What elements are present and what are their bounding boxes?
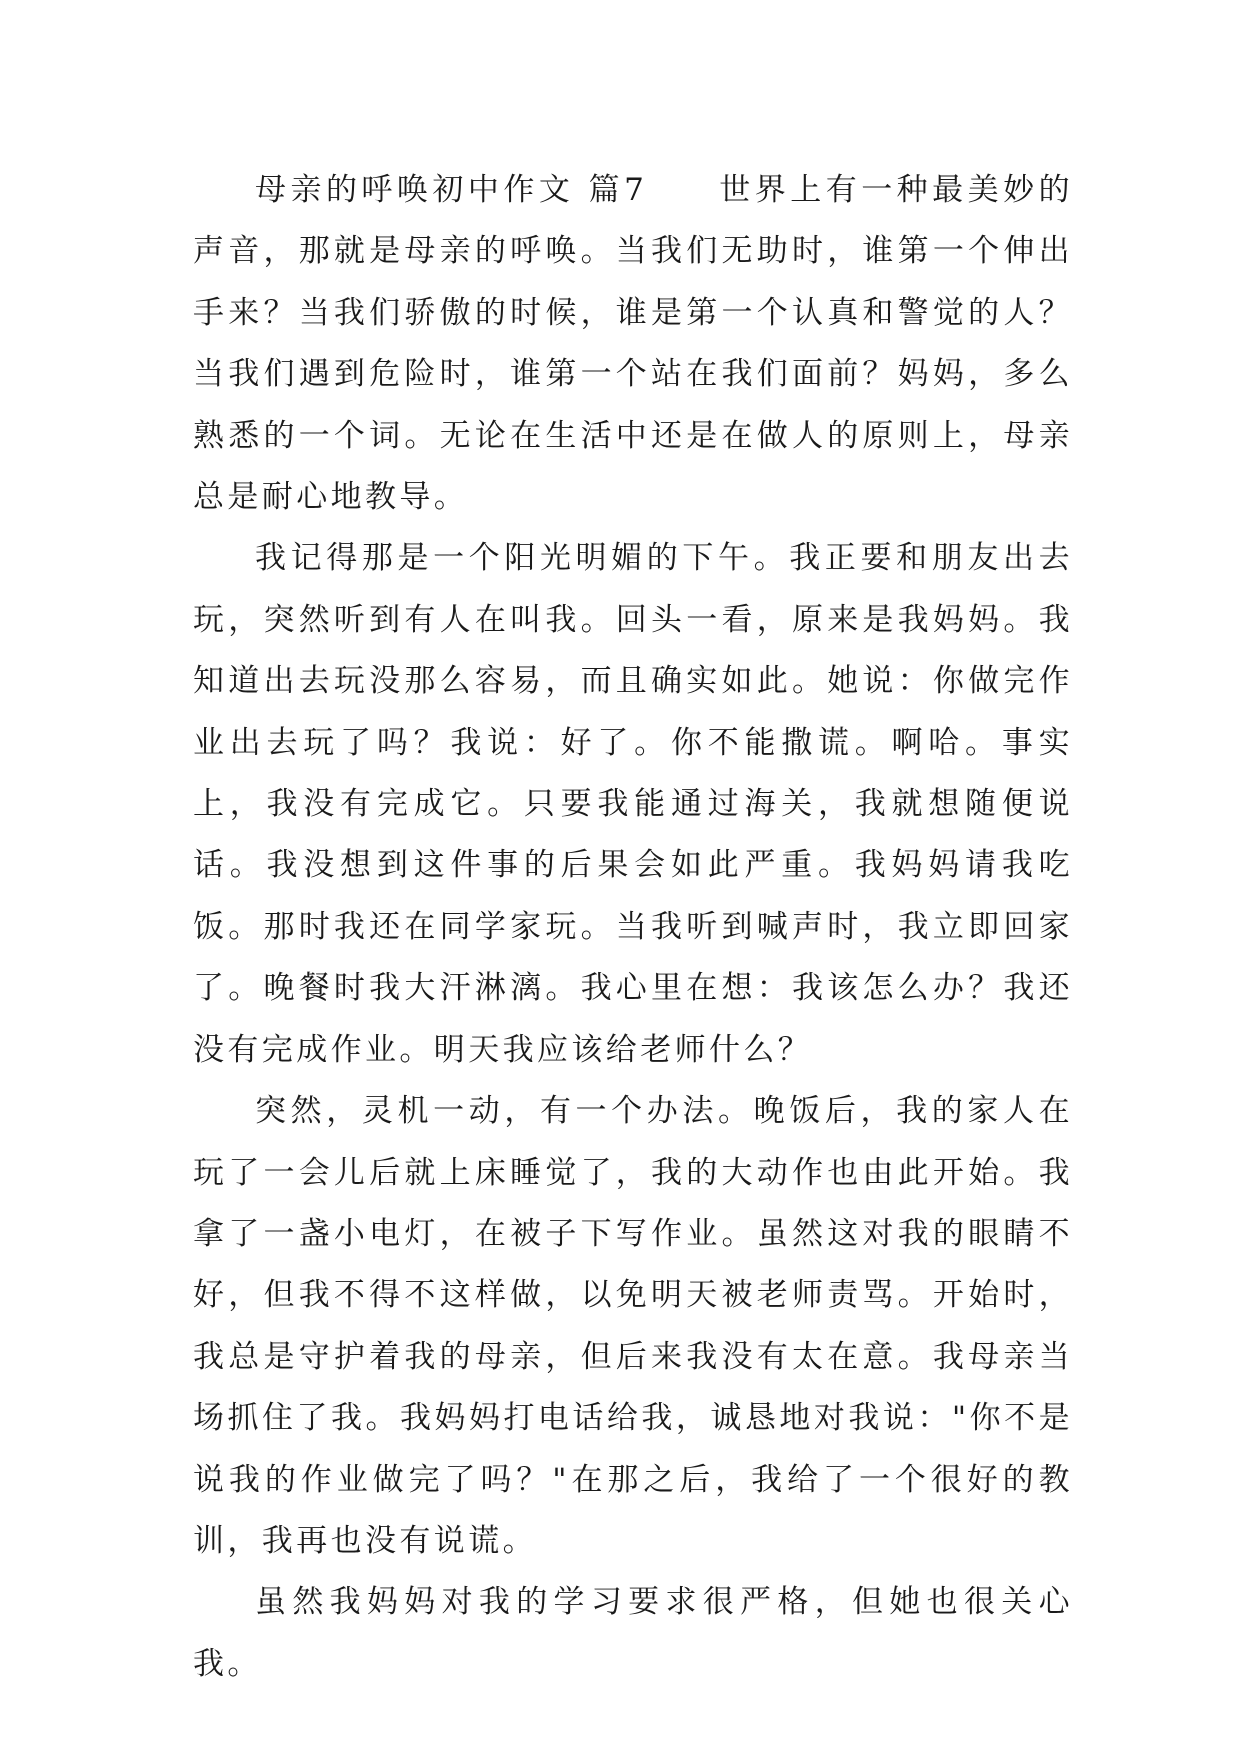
essay-body	[193, 160, 1073, 1695]
essay-paragraph-4: 虽然我妈妈对我的学习要求很严格，但她也很关心我。	[193, 1584, 1073, 1682]
essay-paragraph-1: 母亲的呼唤初中作文 篇7 世界上有一种最美妙的声音，那就是母亲的呼唤。当我们无助时，谁第一个伸出手来？当我们骄傲的时候，谁是第一个认真和警觉的人？当我们遇到危险时，谁第一个站在我们面前？妈妈，多么熟悉的一个词。无论在生活中还是在做人的原则上，母亲总是耐心地教导。	[193, 172, 1073, 516]
essay-paragraph-3: 突然，灵机一动，有一个办法。晚饭后，我的家人在玩了一会儿后就上床睡觉了，我的大动作也由此开始。我拿了一盏小电灯，在被子下写作业。虽然这对我的眼睛不好，但我不得不这样做，以免明天被老师责骂。开始时，我总是守护着我的母亲，但后来我没有太在意。我母亲当场抓住了我。我妈妈打电话给我，诚恳地对我说："你不是说我的作业做完了吗？"在那之后，我给了一个很好的教训，我再也没有说谎。	[193, 1093, 1073, 1559]
essay-paragraph-2: 我记得那是一个阳光明媚的下午。我正要和朋友出去玩，突然听到有人在叫我。回头一看，原来是我妈妈。我知道出去玩没那么容易，而且确实如此。她说：你做完作业出去玩了吗？我说：好了。你不能撒谎。啊哈。事实上，我没有完成它。只要我能通过海关，我就想随便说话。我没想到这件事的后果会如此严重。我妈妈请我吃饭。那时我还在同学家玩。当我听到喊声时，我立即回家了。晚餐时我大汗淋漓。我心里在想：我该怎么办？我还没有完成作业。明天我应该给老师什么？	[193, 540, 1073, 1068]
